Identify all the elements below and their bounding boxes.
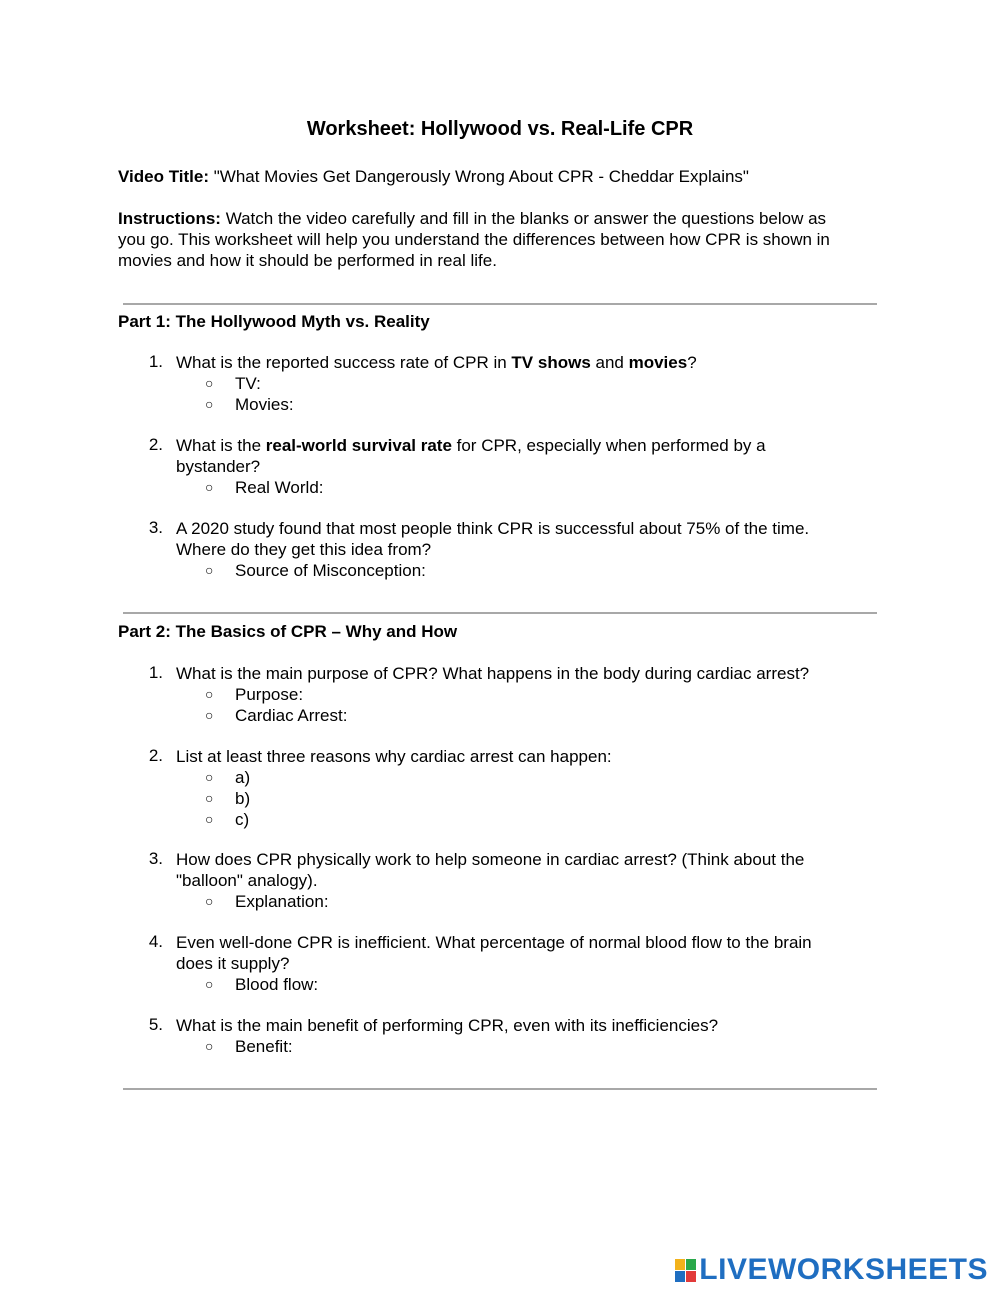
question-text: How does CPR physically work to help someone in cardiac arrest? (Think about the xyxy=(176,850,805,869)
answer-prompt-explanation[interactable]: Explanation: xyxy=(235,892,329,911)
circle-bullet-icon: ○ xyxy=(205,976,214,992)
circle-bullet-icon: ○ xyxy=(205,893,214,909)
answer-prompt-cardiac-arrest[interactable]: Cardiac Arrest: xyxy=(235,706,348,725)
answer-prompt-c[interactable]: c) xyxy=(235,810,250,829)
divider xyxy=(123,303,877,305)
question-number: 2. xyxy=(148,746,163,765)
video-title-line xyxy=(118,166,888,187)
video-title-text: "What Movies Get Dangerously Wrong About CPR - Cheddar Explains" xyxy=(213,167,749,186)
answer-prompt-a[interactable]: a) xyxy=(235,768,251,787)
logo-blocks-icon xyxy=(675,1259,696,1282)
answer-prompt-misconception[interactable]: Source of Misconception: xyxy=(235,561,426,580)
logo-block xyxy=(686,1271,696,1282)
instructions-line-1: Watch the video carefully and fill in the blanks or answer the questions below as xyxy=(225,209,827,228)
circle-bullet-icon: ○ xyxy=(205,396,214,412)
circle-bullet-icon: ○ xyxy=(205,479,214,495)
part2-question-4 xyxy=(176,932,876,974)
question-text: ? xyxy=(687,353,697,372)
logo-block xyxy=(675,1271,685,1282)
question-number: 1. xyxy=(148,663,163,682)
part2-heading: Part 2: The Basics of CPR – Why and How xyxy=(118,622,458,641)
page-title: Worksheet: Hollywood vs. Real-Life CPR xyxy=(306,118,694,140)
question-text: does it supply? xyxy=(176,954,290,973)
part2-question-3 xyxy=(176,849,876,891)
question-emphasis: real-world survival rate xyxy=(265,436,452,455)
question-text: What is the reported success rate of CPR in xyxy=(176,353,512,372)
circle-bullet-icon: ○ xyxy=(205,769,214,785)
question-number: 3. xyxy=(148,518,163,537)
circle-bullet-icon: ○ xyxy=(205,562,214,578)
logo-text: LIVEWORKSHEETS xyxy=(699,1253,988,1286)
part2-question-2: List at least three reasons why cardiac arrest can happen: xyxy=(176,747,612,766)
question-text: What is the xyxy=(176,436,266,455)
circle-bullet-icon: ○ xyxy=(205,790,214,806)
part2-question-1: What is the main purpose of CPR? What happens in the body during cardiac arrest? xyxy=(176,664,810,683)
answer-prompt-real-world[interactable]: Real World: xyxy=(235,478,324,497)
answer-prompt-b[interactable]: b) xyxy=(235,789,251,808)
logo-block xyxy=(686,1259,696,1270)
instructions-label: Instructions: xyxy=(118,209,221,228)
answer-prompt-benefit[interactable]: Benefit: xyxy=(235,1037,293,1056)
answer-prompt-movies[interactable]: Movies: xyxy=(235,395,294,414)
question-emphasis: TV shows xyxy=(511,353,591,372)
question-number: 3. xyxy=(148,849,163,868)
answer-prompt-blood-flow[interactable]: Blood flow: xyxy=(235,975,319,994)
circle-bullet-icon: ○ xyxy=(205,1038,214,1054)
question-text: A 2020 study found that most people think CPR is successful about 75% of the time. xyxy=(176,519,810,538)
part2-question-5: What is the main benefit of performing CPR, even with its inefficiencies? xyxy=(176,1016,719,1035)
part1-question-2 xyxy=(176,435,876,477)
answer-prompt-purpose[interactable]: Purpose: xyxy=(235,685,304,704)
question-emphasis: movies xyxy=(628,353,688,372)
instructions-line-2: you go. This worksheet will help you understand the differences between how CPR is shown in xyxy=(118,230,830,249)
circle-bullet-icon: ○ xyxy=(205,811,214,827)
question-text: Even well-done CPR is inefficient. What percentage of normal blood flow to the brain xyxy=(176,933,812,952)
question-text: and xyxy=(590,353,629,372)
logo-block xyxy=(675,1259,685,1270)
part1-heading: Part 1: The Hollywood Myth vs. Reality xyxy=(118,312,430,331)
question-text: bystander? xyxy=(176,457,261,476)
liveworksheets-logo xyxy=(675,1253,988,1287)
divider xyxy=(123,1088,877,1090)
part1-question-3 xyxy=(176,518,876,560)
divider xyxy=(123,612,877,614)
question-text: Where do they get this idea from? xyxy=(176,540,432,559)
answer-prompt-tv[interactable]: TV: xyxy=(235,374,261,393)
video-title-label: Video Title: xyxy=(118,167,210,186)
circle-bullet-icon: ○ xyxy=(205,375,214,391)
question-text: "balloon" analogy). xyxy=(176,871,318,890)
question-number: 5. xyxy=(148,1015,163,1034)
instructions xyxy=(118,208,888,271)
circle-bullet-icon: ○ xyxy=(205,707,214,723)
question-number: 1. xyxy=(148,352,163,371)
circle-bullet-icon: ○ xyxy=(205,686,214,702)
question-number: 2. xyxy=(148,435,163,454)
question-text: for CPR, especially when performed by a xyxy=(451,436,766,455)
instructions-line-3: movies and how it should be performed in real life. xyxy=(118,251,497,270)
question-number: 4. xyxy=(148,932,163,951)
part1-question-1 xyxy=(176,352,876,373)
